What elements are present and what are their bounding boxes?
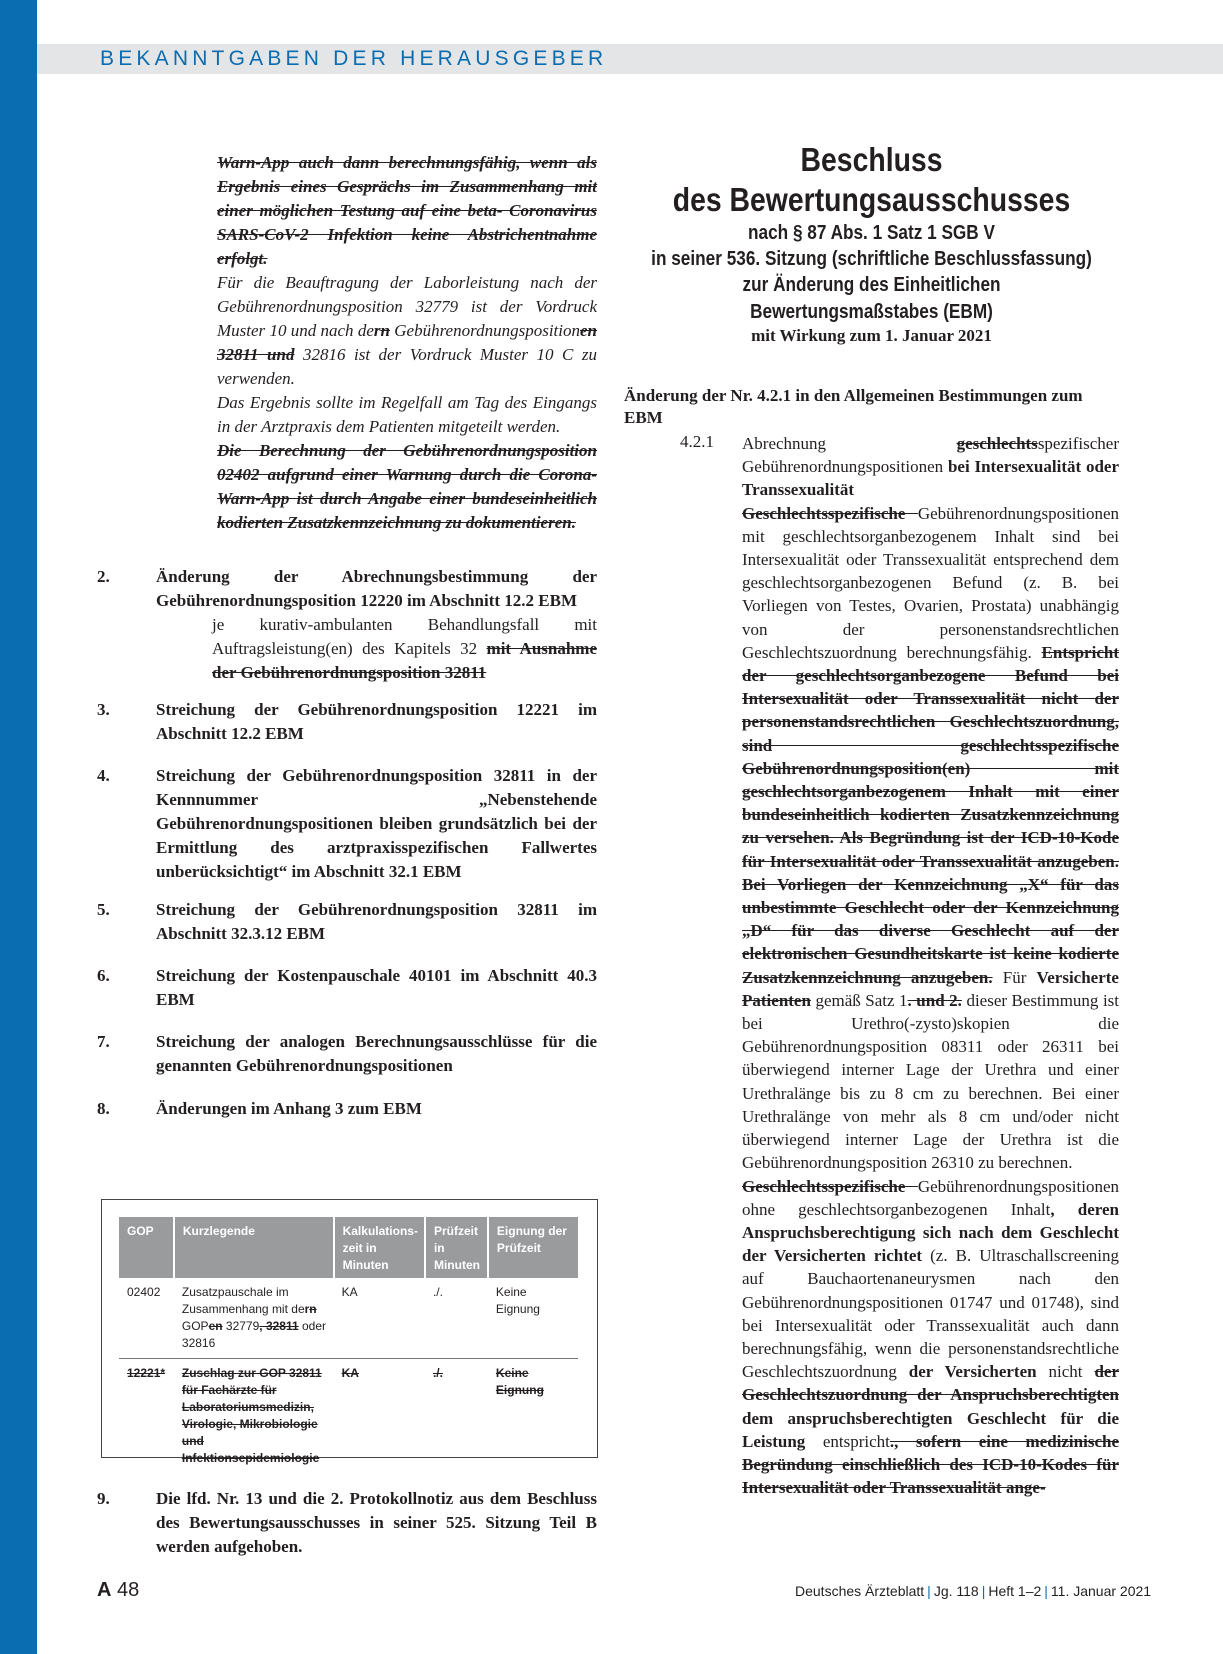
item-heading: Streichung der Gebührenordnungsposition 32811 in der Kennnummer „Nebenstehende Gebührenordnungspositionen bleiben grundsätzlich bei der Ermittlung des arztpraxisspezifischen Fallwertes unberücksichtigt“ im Abschnitt 32.1 EBM	[156, 766, 597, 881]
column-header: Prüfzeit in Minuten	[425, 1217, 488, 1278]
column-header: Eignung der Prüfzeit	[488, 1217, 578, 1278]
text-span: spezifischer Gebührenordnungspositionen	[742, 434, 1119, 477]
text-span: gemäß Satz 1	[810, 990, 908, 1010]
text-span: Zusatzpauschale im Zusammenhang mit de	[181, 1285, 305, 1316]
item-heading: Änderung der Abrechnungsbestimmung der Gebührenordnungsposition 12220 im Abschnitt 12.2 EBM	[156, 567, 597, 610]
decision-subtitle: nach § 87 Abs. 1 Satz 1 SGB V	[748, 222, 995, 244]
decision-title: Beschluss	[800, 141, 943, 178]
table-cell: Keine Eignung	[495, 1366, 544, 1397]
text-span: 32779	[222, 1319, 260, 1333]
item-heading: Streichung der Kostenpauschale 40101 im Abschnitt 40.3 EBM	[156, 966, 597, 1009]
list-item	[97, 565, 597, 685]
inserted-text: r	[373, 321, 381, 340]
deleted-text: Geschlechtsspezifische	[742, 503, 918, 523]
item-heading: Die lfd. Nr. 13 und die 2. Protokollnotiz aus dem Beschluss des Bewertungsausschusses in seiner 525. Sitzung Teil B werden aufgehoben.	[156, 1489, 597, 1556]
item-number: 8.	[97, 1099, 110, 1118]
deleted-text: mit Ausnahme der Gebührenordnungsposition 32811	[212, 639, 598, 682]
section-header-title: BEKANNTGABEN DER HERAUSGEBER	[100, 47, 608, 70]
inserted-text: der Versicherten	[908, 1362, 1037, 1382]
effective-date: mit Wirkung zum 1. Januar 2021	[751, 326, 992, 345]
text-span: entspricht	[805, 1431, 890, 1451]
table-row	[119, 1278, 578, 1359]
table-header-row	[119, 1217, 578, 1278]
inserted-text: Versicherte	[1036, 967, 1119, 987]
deleted-text: en 32811 und	[217, 321, 597, 364]
inserted-text: dem anspruchsberechtigten Geschlecht für die Leistung	[742, 1408, 1119, 1451]
text-span: nicht	[1036, 1362, 1095, 1382]
item-heading: Änderungen im Anhang 3 zum EBM	[156, 1099, 422, 1118]
deleted-text: , 32811	[259, 1319, 299, 1333]
left-intro-text	[217, 151, 597, 535]
section-number: 4.2.1	[680, 432, 714, 451]
section-body	[742, 432, 1119, 1499]
deleted-text: Patienten	[742, 990, 811, 1010]
deleted-text: geschlechts	[956, 434, 1038, 453]
page-number	[97, 1579, 139, 1602]
body-paragraph	[742, 1175, 1119, 1500]
decision-subtitle: zur Änderung des Einheitlichen Bewertungsmaßstabes (EBM)	[742, 274, 1001, 323]
text-span: Gebührenordnungsposition	[389, 321, 580, 340]
deleted-text: Entspricht der geschlechtsorganbezogene Befund bei Intersexualität oder Transsexualität nicht der personenstandsrechtlichen Geschlechtszuordnung, sind geschlechtsspezifische Gebührenordnungsposition(en) mit geschlechtsorganbezogenem Inhalt mit einer bundeseinheitlich kodierten Zusatzkennzeichnung zu versehen. Als Begründung ist der ICD-10-Kode für Intersexualität oder Transsexualität anzugeben. Bei Vorliegen der Kennzeichnung „X“ für das unbestimmte Geschlecht oder der Kennzeichnung „D“ für das diverse Geschlecht auf der elektronischen Gesundheitskarte ist keine kodierte Zusatzkennzeichnung anzugeben.	[742, 642, 1119, 987]
inserted-text: r	[304, 1302, 310, 1316]
journal-date: 11. Januar 2021	[1050, 1583, 1152, 1599]
item-number: 3.	[97, 700, 110, 719]
item-number: 7.	[97, 1032, 110, 1051]
page-number-value: 48	[111, 1579, 140, 1601]
item-number: 2.	[97, 567, 110, 586]
item-body	[212, 613, 597, 685]
deleted-text: der Geschlechtszuordnung der Anspruchsberechtigten	[742, 1362, 1119, 1405]
list-item	[97, 898, 597, 946]
table-row	[119, 1359, 578, 1474]
deleted-text: . und 2.	[907, 990, 962, 1010]
list-item	[97, 698, 597, 746]
table-cell: Zuschlag zur GOP 32811 für Fachärzte für Laboratoriumsmedizin, Virologie, Mikrobiologie und Infektionsepidemiologie	[181, 1366, 322, 1465]
table-cell: KA	[341, 1366, 359, 1380]
table-cell: ./.	[425, 1278, 488, 1359]
text-span: Für	[992, 967, 1037, 987]
list-item	[97, 764, 597, 884]
text-span: je kurativ-ambulanten Behandlungsfall mit Auftragsleistung(en) des Kapitels 32	[212, 615, 597, 658]
column-header: Kurzlegende	[174, 1217, 334, 1278]
deleted-text: en	[208, 1319, 223, 1333]
separator: |	[927, 1583, 931, 1599]
list-item	[97, 1097, 597, 1121]
table-cell: KA	[334, 1278, 425, 1359]
decision-subtitle: in seiner 536. Sitzung (schriftliche Beschlussfassung)	[651, 248, 1092, 270]
column-header: GOP	[119, 1217, 174, 1278]
text-span: 32816 ist der Vordruck Muster 10 C zu verwenden.	[217, 345, 598, 388]
item-number: 5.	[97, 900, 110, 919]
inserted-text: bei Intersexualität oder Transsexualität	[742, 457, 1119, 500]
journal-issue: Heft 1–2	[988, 1583, 1042, 1599]
anhang-table	[119, 1217, 578, 1473]
text-span: Für die Beauftragung der Laborleistung nach der Gebührenordnungsposition 32779 ist der Vordruck Muster 10 und nach de	[217, 273, 597, 340]
item-heading: Streichung der analogen Berechnungsausschlüsse für die genannten Gebührenordnungspositionen	[156, 1032, 597, 1075]
separator: |	[1044, 1583, 1048, 1599]
item-number: 9.	[97, 1489, 110, 1508]
table-cell: 02402	[119, 1278, 174, 1359]
decision-title-line2: des Bewertungsausschusses	[672, 181, 1071, 218]
struck-paragraph: Die Berechnung der Gebührenordnungsposition 02402 aufgrund einer Warnung durch die Corona-Warn-App ist durch Angabe einer bundeseinheitlich kodierten Zusatzkennzeichnung zu dokumentieren.	[217, 441, 597, 532]
text-span: dieser Bestimmung ist bei Urethro(-zysto)skopien die Gebührenordnungsposition 08311 oder 26311 bei überwiegend interner Lage der Urethra und einer Urethralänge bis zu 8 cm zu berechnen. Bei einer Urethralänge von mehr als 8 cm und/oder nicht überwiegend interner Lage der Urethra ist die Gebührenordnungsposition 26310 zu berechnen.	[742, 990, 1120, 1173]
item-number: 6.	[97, 966, 110, 985]
text-span: GOP	[181, 1319, 209, 1333]
journal-volume: Jg. 118	[933, 1583, 979, 1599]
body-paragraph	[742, 432, 1119, 502]
page-letter: A	[97, 1579, 112, 1601]
side-color-bar	[0, 0, 37, 1654]
struck-paragraph: Warn-App auch dann berechnungsfähig, wenn als Ergebnis eines Gesprächs im Zusammenhang mit einer möglichen Testung auf eine beta- Coronavirus SARS-CoV-2 Infektion keine Abstrichentnahme erfolgt.	[217, 153, 597, 268]
text-span: oder 32816	[181, 1319, 327, 1350]
table-cell	[174, 1278, 334, 1359]
deleted-text: Geschlechtsspezifische	[742, 1176, 918, 1196]
text-span: Gebührenordnungspositionen mit geschlechtsorganbezogenem Inhalt sind bei Intersexualität oder Transsexualität entsprechend dem geschlechtsorganbezogenen Befund (z. B. bei Vorliegen von Testes, Ovarien, Prostata) unabhängig von der personenstandsrechtlichen Geschlechtszuordnung berechnungsfähig.	[742, 503, 1119, 662]
body-paragraph	[742, 502, 1119, 1175]
table-cell: ./.	[432, 1366, 443, 1380]
separator: |	[981, 1583, 986, 1599]
list-item	[97, 1030, 597, 1078]
inserted-text: , deren Anspruchsberechtigung sich nach dem Geschlecht der Versicherten richtet	[742, 1199, 1119, 1266]
deleted-text: ., sofern eine medizinische Begründung einschließlich des ICD-10-Kodes für Intersexualität oder Transsexualität ange-	[742, 1431, 1119, 1498]
lab-order-paragraph	[217, 271, 597, 391]
section-heading: Änderung der Nr. 4.2.1 in den Allgemeinen Bestimmungen zum EBM	[624, 386, 1083, 427]
text-span: Abrechnung	[742, 434, 957, 453]
table-cell: Keine Eignung	[488, 1278, 578, 1359]
list-item	[97, 964, 597, 1012]
item-heading: Streichung der Gebührenordnungsposition 12221 im Abschnitt 12.2 EBM	[156, 700, 597, 743]
item-heading: Streichung der Gebührenordnungsposition 32811 im Abschnitt 32.3.12 EBM	[156, 900, 597, 943]
text-span: Gebührenordnungspositionen ohne geschlechtsorganbezogenen Inhalt	[742, 1176, 1119, 1219]
item-number: 4.	[97, 766, 110, 785]
result-paragraph: Das Ergebnis sollte im Regelfall am Tag des Eingangs in der Arztpraxis dem Patienten mitgeteilt werden.	[217, 393, 597, 436]
journal-info	[795, 1583, 1152, 1599]
column-header: Kalkulations-zeit in Minuten	[334, 1217, 425, 1278]
text-span: (z. B. Ultraschallscreening auf Bauchaortenaneurysmen nach den Gebührenordnungspositionen 01747 und 01748), sind bei Intersexualität oder Transsexualität auch dann berechnungsfähig, wenn die personenstandsrechtliche Geschlechtszuordnung	[742, 1246, 1120, 1382]
deleted-text: n	[380, 321, 390, 340]
deleted-text: n	[309, 1302, 317, 1316]
table-cell: 12221*	[127, 1366, 166, 1380]
journal-name: Deutsches Ärzteblatt	[795, 1583, 925, 1599]
list-item	[97, 1487, 597, 1559]
